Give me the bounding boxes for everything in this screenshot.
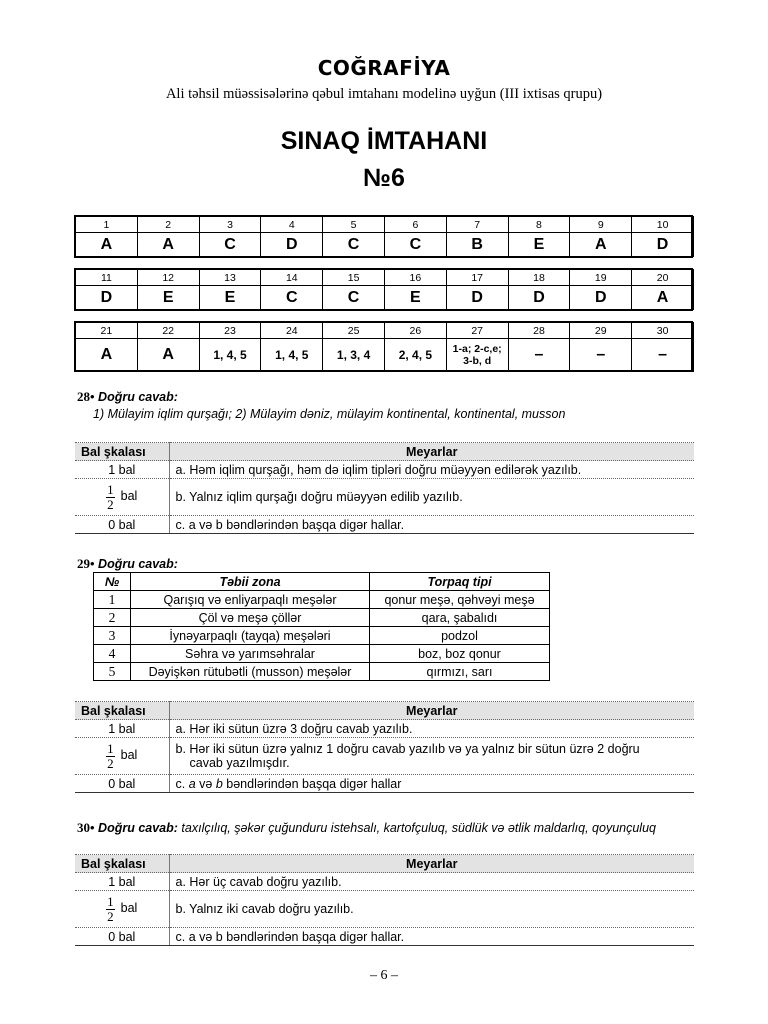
- bullet-dot: •: [90, 389, 95, 404]
- natural-zone: Dəyişkən rütubətli (musson) meşələr: [131, 663, 370, 681]
- score-value: 0 bal: [75, 516, 169, 534]
- subtitle: Ali təhsil müəssisələrinə qəbul imtahanı modelinə uyğun (III ixtisas qrupu): [165, 86, 603, 102]
- q28-score-table: [75, 442, 694, 534]
- soil-type: boz, boz qonur: [370, 645, 550, 663]
- score-value: 1 bal: [75, 461, 169, 479]
- question-number: 14: [261, 270, 323, 286]
- score-value: 0 bal: [75, 928, 169, 946]
- answer-cell: D: [261, 233, 323, 257]
- question-number: 13: [199, 270, 261, 286]
- criteria-rest: bəndlərindən başqa digər hallar: [226, 776, 402, 791]
- score-value-half: [75, 891, 169, 928]
- q29-heading: [77, 556, 178, 572]
- score-scale-header: Bal şkalası: [75, 702, 169, 720]
- question-number: 12: [137, 270, 199, 286]
- answer-key-table-1: [75, 216, 694, 257]
- exam-title: SINAQ İMTAHANI: [280, 127, 488, 155]
- question-number: 8: [508, 217, 570, 233]
- natural-zone: Qarışıq və enliyarpaqlı meşələr: [131, 591, 370, 609]
- question-number: 27: [446, 323, 508, 339]
- fraction-denominator: 2: [107, 755, 114, 771]
- question-number: 3: [199, 217, 261, 233]
- question-number: 11: [76, 270, 138, 286]
- answer-cell: C: [261, 286, 323, 310]
- column-header: Təbii zona: [131, 573, 370, 591]
- criteria-prefix: c.: [175, 776, 186, 791]
- question-number: 15: [323, 270, 385, 286]
- question-number: 1: [76, 217, 138, 233]
- question-number: 26: [384, 323, 446, 339]
- q28-answer: 1) Mülayim iqlim qurşağı; 2) Mülayim dəniz, mülayim kontinental, kontinental, musson: [93, 407, 566, 421]
- answer-cell: D: [570, 286, 632, 310]
- score-value: 1 bal: [75, 873, 169, 891]
- question-number: 10: [632, 217, 694, 233]
- table-row: [94, 609, 550, 627]
- score-unit: bal: [120, 748, 138, 763]
- question-number: 4: [261, 217, 323, 233]
- question-number-label: 29: [77, 556, 90, 571]
- criteria-text: [169, 775, 694, 793]
- criteria-line: b. Hər iki sütun üzrə yalnız 1 doğru cavab yazılıb və ya yalnız bir sütun üzrə 2 doğru: [175, 742, 640, 756]
- soil-type: qara, şabalıdı: [370, 609, 550, 627]
- score-unit: bal: [120, 489, 138, 504]
- question-number: 21: [76, 323, 138, 339]
- criteria-text: a. Həm iqlim qurşağı, həm də iqlim tipləri doğru müəyyən edilərək yazılıb.: [169, 461, 694, 479]
- bullet-dot: •: [90, 556, 95, 571]
- criteria-text: c. a və b bəndlərindən başqa digər hallar.: [169, 516, 694, 534]
- answer-cell: B: [446, 233, 508, 257]
- answer-key-table-2: [75, 269, 694, 310]
- score-scale-header: Bal şkalası: [75, 855, 169, 873]
- answer-cell: E: [137, 286, 199, 310]
- question-number: 17: [446, 270, 508, 286]
- answer-cell: –: [570, 339, 632, 372]
- question-number: 7: [446, 217, 508, 233]
- criteria-text: [169, 738, 694, 775]
- row-index: 4: [94, 645, 131, 663]
- question-number: 30: [632, 323, 694, 339]
- criteria-text: a. Hər üç cavab doğru yazılıb.: [169, 873, 694, 891]
- answer-cell: D: [632, 233, 694, 257]
- column-header: Torpaq tipi: [370, 573, 550, 591]
- fraction-denominator: 2: [107, 908, 114, 924]
- correct-answer-label: Doğru cavab:: [98, 821, 178, 835]
- criteria-text: a. Hər iki sütun üzrə 3 doğru cavab yazılıb.: [169, 720, 694, 738]
- answer-cell: C: [199, 233, 261, 257]
- question-number: 24: [261, 323, 323, 339]
- criteria-line: cavab yazılmışdır.: [189, 756, 290, 770]
- answer-cell: A: [137, 233, 199, 257]
- q30-score-table: [75, 854, 694, 946]
- answer-cell: A: [570, 233, 632, 257]
- natural-zone: İynəyarpaqlı (tayqa) meşələri: [131, 627, 370, 645]
- q30-answer: taxılçılıq, şəkər çuğunduru istehsalı, kartofçuluq, südlük və ətlik maldarlıq, qoyunçuluq: [181, 821, 656, 835]
- criteria-item-a: a: [188, 776, 196, 791]
- answer-cell: –: [508, 339, 570, 372]
- criteria-text: c. a və b bəndlərindən başqa digər hallar.: [169, 928, 694, 946]
- score-value: 1 bal: [75, 720, 169, 738]
- criteria-conjunction: və: [199, 776, 213, 791]
- fraction-numerator: 1: [107, 893, 114, 909]
- natural-zone: Çöl və meşə çöllər: [131, 609, 370, 627]
- answer-cell-q27: [446, 339, 508, 372]
- question-number: 16: [384, 270, 446, 286]
- answer-cell: C: [323, 286, 385, 310]
- question-number: 6: [384, 217, 446, 233]
- row-index: 2: [94, 609, 131, 627]
- answer-cell: 1, 4, 5: [261, 339, 323, 372]
- question-number: 22: [137, 323, 199, 339]
- score-unit: bal: [120, 901, 138, 916]
- answer-cell: C: [323, 233, 385, 257]
- answer-cell: –: [632, 339, 694, 372]
- soil-type: podzol: [370, 627, 550, 645]
- question-number-label: 28: [77, 389, 90, 404]
- answer-cell: E: [199, 286, 261, 310]
- answer-cell: E: [508, 233, 570, 257]
- answer-cell: E: [384, 286, 446, 310]
- soil-type: qonur meşə, qəhvəyi meşə: [370, 591, 550, 609]
- score-value-half: [75, 738, 169, 775]
- soil-type: qırmızı, sarı: [370, 663, 550, 681]
- answer-cell: C: [384, 233, 446, 257]
- table-row: [94, 591, 550, 609]
- fraction: [106, 483, 115, 512]
- subject-title: COĞRAFİYA: [317, 56, 451, 80]
- answer-cell: 2, 4, 5: [384, 339, 446, 372]
- question-number: 28: [508, 323, 570, 339]
- answer-cell: 1, 3, 4: [323, 339, 385, 372]
- question-number-label: 30: [77, 820, 90, 835]
- answer-key-table-3: [75, 322, 694, 372]
- table-row: [94, 663, 550, 681]
- fraction: [106, 895, 115, 924]
- row-index: 1: [94, 591, 131, 609]
- criteria-header: Meyarlar: [169, 443, 694, 461]
- bullet-dot: •: [90, 820, 95, 835]
- q30-heading: [77, 820, 656, 836]
- q29-score-table: [75, 701, 694, 793]
- natural-zone: Səhra və yarımsəhralar: [131, 645, 370, 663]
- score-value-half: [75, 479, 169, 516]
- correct-answer-label: Doğru cavab:: [98, 390, 178, 404]
- question-number: 5: [323, 217, 385, 233]
- page-number: – 6 –: [370, 968, 398, 983]
- fraction: [106, 742, 115, 771]
- score-scale-header: Bal şkalası: [75, 443, 169, 461]
- question-number: 19: [570, 270, 632, 286]
- question-number: 29: [570, 323, 632, 339]
- answer-cell: D: [76, 286, 138, 310]
- question-number: 2: [137, 217, 199, 233]
- q28-heading: [77, 389, 178, 405]
- criteria-header: Meyarlar: [169, 702, 694, 720]
- answer-line: 3-b, d: [463, 355, 492, 367]
- criteria-item-b: b: [215, 776, 223, 791]
- answer-cell: A: [632, 286, 694, 310]
- answer-cell: 1, 4, 5: [199, 339, 261, 372]
- fraction-numerator: 1: [107, 481, 114, 497]
- question-number: 25: [323, 323, 385, 339]
- row-index: 3: [94, 627, 131, 645]
- criteria-text: b. Yalnız iki cavab doğru yazılıb.: [169, 891, 694, 928]
- answer-cell: D: [446, 286, 508, 310]
- answer-cell: A: [76, 339, 138, 372]
- answer-cell: D: [508, 286, 570, 310]
- q29-zone-table: [93, 572, 550, 681]
- column-header: №: [94, 573, 131, 591]
- criteria-header: Meyarlar: [169, 855, 694, 873]
- table-row: [94, 627, 550, 645]
- score-value: 0 bal: [75, 775, 169, 793]
- fraction-numerator: 1: [107, 740, 114, 756]
- question-number: 20: [632, 270, 694, 286]
- exam-number: №6: [363, 164, 405, 192]
- table-row: [94, 645, 550, 663]
- question-number: 23: [199, 323, 261, 339]
- fraction-denominator: 2: [107, 496, 114, 512]
- row-index: 5: [94, 663, 131, 681]
- answer-cell: A: [137, 339, 199, 372]
- answer-cell: A: [76, 233, 138, 257]
- criteria-text: b. Yalnız iqlim qurşağı doğru müəyyən edilib yazılıb.: [169, 479, 694, 516]
- answer-line: 1-a; 2-c,e;: [452, 343, 502, 355]
- question-number: 18: [508, 270, 570, 286]
- question-number: 9: [570, 217, 632, 233]
- correct-answer-label: Doğru cavab:: [98, 557, 178, 571]
